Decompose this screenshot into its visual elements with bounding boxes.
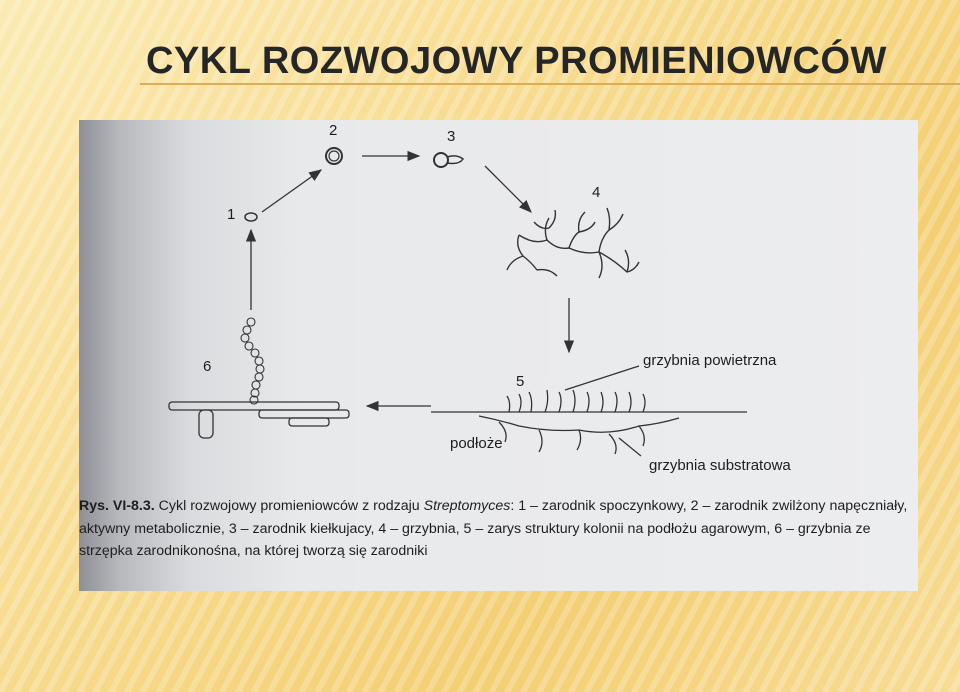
- arrow-3-to-4: [485, 166, 531, 212]
- title-underline: [140, 83, 960, 85]
- stage-label-3: 3: [447, 128, 456, 145]
- germinating-spore: [434, 153, 463, 167]
- stage-label-2: 2: [329, 122, 338, 139]
- sporophore-hyphae: [169, 402, 349, 438]
- label-substrate: podłoże: [450, 435, 503, 452]
- figure-caption: [79, 495, 915, 563]
- caption-genus: Streptomyces: [423, 498, 511, 514]
- slide-title: CYKL ROZWOJOWY PROMIENIOWCÓW: [146, 40, 887, 82]
- label-aerial-mycelium: grzybnia powietrzna: [643, 352, 777, 369]
- stage-label-4: 4: [592, 184, 601, 201]
- dormant-spore: [245, 213, 257, 221]
- caption-text-lead: Cykl rozwojowy promieniowców z rodzaju: [158, 498, 420, 514]
- stage-label-6: 6: [203, 358, 212, 375]
- scanned-figure: [79, 120, 918, 591]
- caption-text-body: : 1 – zarodnik spoczynkowy, 2 – zarodnik zwilżony napęczniały, aktywny metabolicznie, 3 – zarodnik kiełkujacy, 4 – grzybnia, 5 – zarys struktury kolonii na podłożu agarowym, 6 – grzybnia ze strzępka zarodnikonośna, na której tworzą się zarodniki: [79, 498, 908, 559]
- spore-chain: [241, 318, 264, 404]
- swollen-spore: [326, 148, 342, 164]
- stage-label-5: 5: [516, 373, 525, 390]
- label-substrate-mycelium: grzybnia substratowa: [649, 457, 791, 474]
- caption-number: Rys. VI-8.3.: [79, 498, 155, 514]
- arrow-1-to-2: [262, 170, 321, 212]
- branched-mycelium: [507, 208, 639, 278]
- stage-label-1: 1: [227, 206, 236, 223]
